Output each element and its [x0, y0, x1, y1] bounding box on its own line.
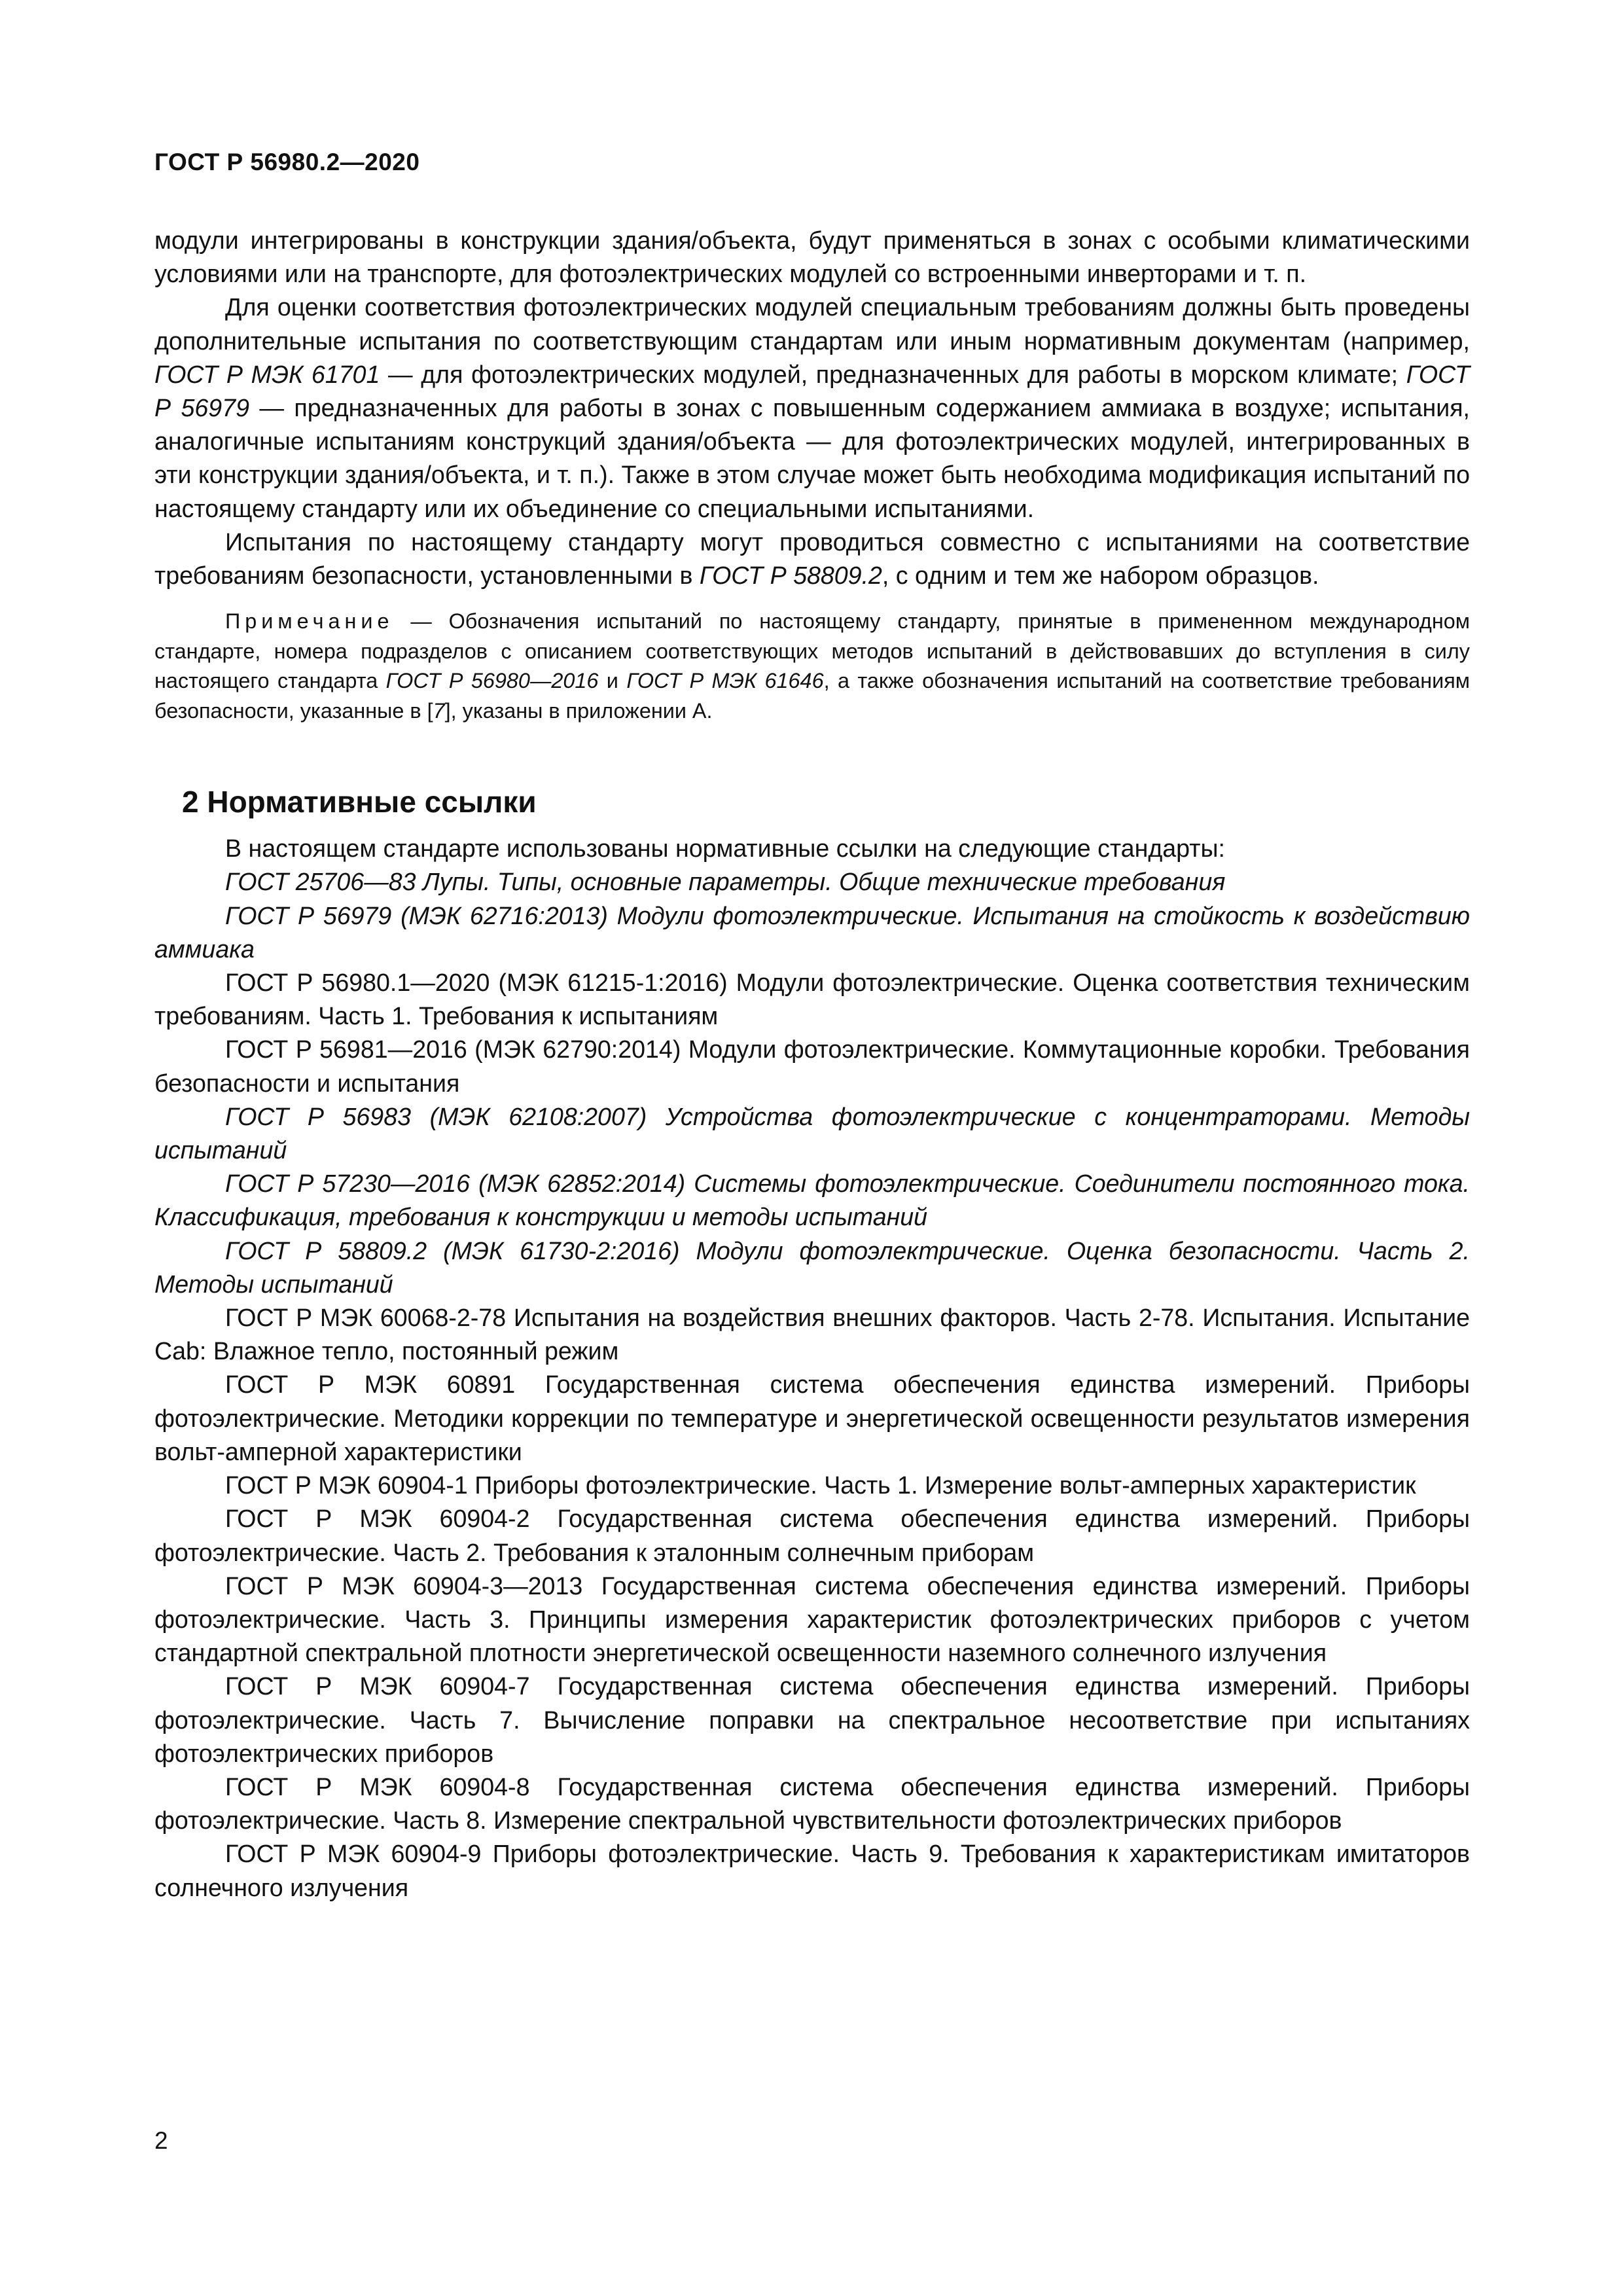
- reference-item: ГОСТ Р 58809.2 (МЭК 61730-2:2016) Модули фотоэлектрические. Оценка безопасности. Часть 2. Методы испытаний: [154, 1236, 1470, 1298]
- text-run: — для фотоэлектрических модулей, предназначенных для работы в морском климате;: [380, 360, 1406, 388]
- reference-item: ГОСТ Р МЭК 60904-1 Приборы фотоэлектрические. Часть 1. Измерение вольт-амперных характеристик: [225, 1471, 1416, 1499]
- text-run: и: [598, 669, 627, 693]
- references-list: [154, 865, 1470, 1904]
- reference-item: ГОСТ Р МЭК 60068-2-78 Испытания на воздействия внешних факторов. Часть 2-78. Испытания. Испытание Cab: Влажное тепло, постоянный режим: [154, 1304, 1470, 1365]
- reference-link: 7: [433, 698, 445, 723]
- section-lead: В настоящем стандарте использованы нормативные ссылки на следующие стандарты:: [225, 834, 1225, 863]
- reference-link: ГОСТ Р 56980—2016: [385, 669, 599, 693]
- reference-item: ГОСТ Р 57230—2016 (МЭК 62852:2014) Системы фотоэлектрические. Соединители постоянного тока. Классификация, требования к конструкции и методы испытаний: [154, 1170, 1470, 1231]
- reference-item: ГОСТ Р МЭК 60904-8 Государственная система обеспечения единства измерений. Приборы фотоэлектрические. Часть 8. Измерение спектральной чувствительности фотоэлектрических приборов: [154, 1772, 1470, 1835]
- document-page: [154, 0, 1470, 2296]
- reference-item: ГОСТ Р МЭК 60904-2 Государственная система обеспечения единства измерений. Приборы фотоэлектрические. Часть 2. Требования к эталонным солнечным приборам: [154, 1505, 1470, 1566]
- reference-item: ГОСТ Р 56983 (МЭК 62108:2007) Устройства фотоэлектрические с концентраторами. Методы испытаний: [154, 1102, 1470, 1164]
- reference-link: ГОСТ Р МЭК 61701: [154, 360, 380, 388]
- text-run: , а также обозначения испытаний на соответствие требованиям безопасности, указанные в [: [154, 669, 1471, 723]
- intro-paragraph-3: [154, 526, 1470, 592]
- reference-item: ГОСТ Р МЭК 60904-3—2013 Государственная система обеспечения единства измерений. Приборы фотоэлектрические. Часть 3. Принципы измерения характеристик фотоэлектрических приборов с учетом стандартной спектральной плотности энергетической освещенности наземного солнечного излучения: [154, 1571, 1470, 1667]
- text-run: ], указаны в приложении А.: [444, 698, 713, 723]
- intro-paragraph-1: модули интегрированы в конструкции здания/объекта, будут применяться в зонах с особыми климатическими условиями или на транспорте, для фотоэлектрических модулей со встроенными инверторами и т. п.: [154, 226, 1470, 288]
- reference-link: ГОСТ Р 58809.2: [699, 562, 882, 590]
- reference-item: ГОСТ 25706—83 Лупы. Типы, основные параметры. Общие технические требования: [225, 868, 1226, 896]
- text-run: Испытания по настоящему стандарту могут проводиться совместно с испытаниями на соответствие требованиям безопасности, установленными в: [154, 528, 1470, 590]
- text-run: — предназначенных для работы в зонах с повышенным содержанием аммиака в воздухе; испытания, аналогичные испытаниям конструкций здания/объекта — для фотоэлектрических модулей, интегрированных в эти конструкции здания/объекта, и т. п.). Также в этом случае может быть необходима модификация испытаний по настоящему стандарту или их объединение со специальными испытаниями.: [154, 394, 1470, 522]
- note-label: Примечание: [225, 609, 394, 634]
- reference-item: ГОСТ Р МЭК 60891 Государственная система обеспечения единства измерений. Приборы фотоэлектрические. Методики коррекции по температуре и энергетической освещенности результатов измерения вольт-амперной характеристики: [154, 1371, 1470, 1465]
- reference-item: ГОСТ Р 56979 (МЭК 62716:2013) Модули фотоэлектрические. Испытания на стойкость к воздействию аммиака: [154, 901, 1470, 963]
- reference-link: ГОСТ Р 56979: [154, 360, 1470, 422]
- document-header: ГОСТ Р 56980.2—2020: [154, 149, 420, 175]
- text-run: Для оценки соответствия фотоэлектрических модулей специальным требованиям должны быть проведены дополнительные испытания по соответствующим стандартам или иным нормативным документам (например,: [154, 293, 1470, 355]
- page-number: 2: [154, 2127, 168, 2154]
- text-run: — Обозначения испытаний по настоящему стандарту, принятые в примененном международном стандарте, номера подразделов с описанием соответствующих методов испытаний в действовавших до вступления в силу настоящего стандарта: [154, 609, 1470, 693]
- page-content: [154, 224, 1470, 1905]
- note-block: [154, 607, 1470, 726]
- intro-paragraph-2: [154, 291, 1470, 525]
- section-heading: 2 Нормативные ссылки: [182, 785, 537, 819]
- reference-item: ГОСТ Р 56980.1—2020 (МЭК 61215-1:2016) Модули фотоэлектрические. Оценка соответствия техническим требованиям. Часть 1. Требования к испытаниям: [154, 969, 1470, 1030]
- text-run: , с одним и тем же набором образцов.: [882, 562, 1319, 590]
- reference-item: ГОСТ Р МЭК 60904-7 Государственная система обеспечения единства измерений. Приборы фотоэлектрические. Часть 7. Вычисление поправки на спектральное несоответствие при испытаниях фотоэлектрических приборов: [154, 1672, 1470, 1767]
- reference-item: ГОСТ Р МЭК 60904-9 Приборы фотоэлектрические. Часть 9. Требования к характеристикам имитаторов солнечного излучения: [154, 1840, 1470, 1901]
- reference-link: ГОСТ Р МЭК 61646: [626, 669, 824, 693]
- reference-item: ГОСТ Р 56981—2016 (МЭК 62790:2014) Модули фотоэлектрические. Коммутационные коробки. Требования безопасности и испытания: [154, 1035, 1470, 1097]
